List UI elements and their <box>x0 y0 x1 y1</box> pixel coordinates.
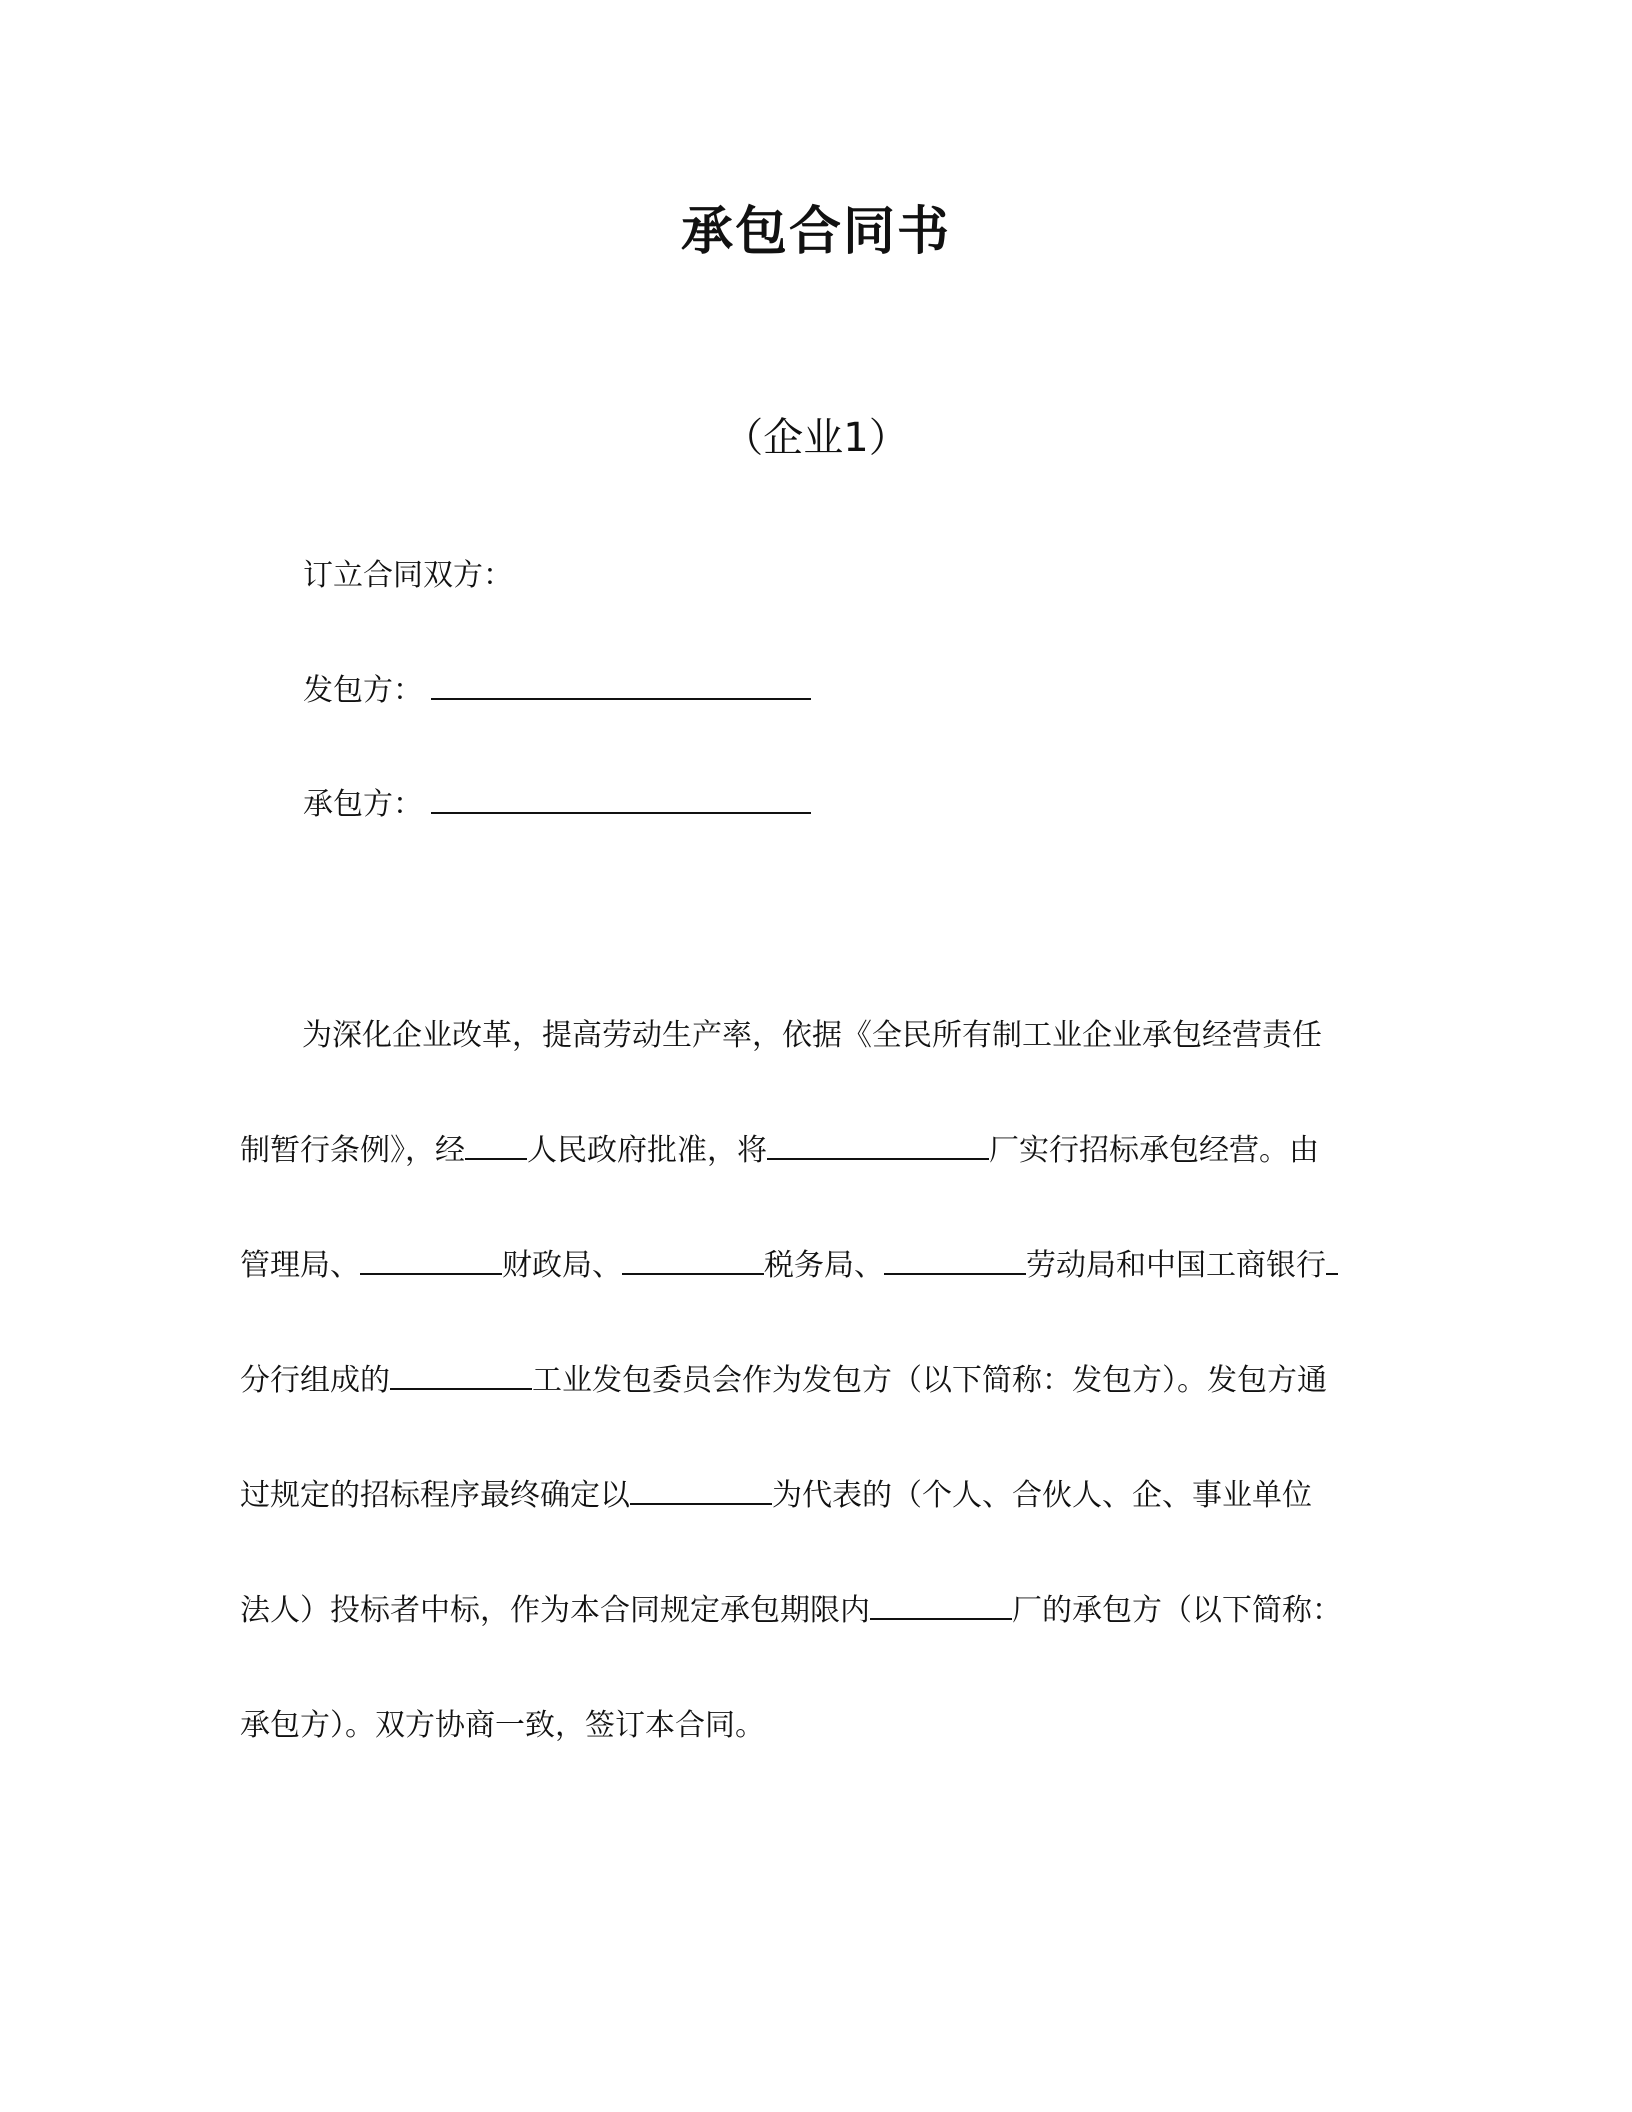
employer-blank[interactable] <box>431 668 811 700</box>
body-line <box>240 978 1390 1093</box>
contractor-field <box>303 782 811 827</box>
body-text-segment: 厂实行招标承包经营。由 <box>989 1133 1319 1168</box>
body-text-segment: 人民政府批准，将 <box>527 1133 767 1168</box>
tax-bureau-blank[interactable] <box>622 1243 764 1275</box>
body-line <box>240 1208 1390 1323</box>
body-line <box>240 1668 1390 1783</box>
body-text-segment: 工业发包委员会作为发包方（以下简称：发包方）。发包方通 <box>532 1363 1327 1398</box>
parties-heading <box>303 554 513 598</box>
document-subtitle: （企业1） <box>723 415 909 461</box>
body-text-segment: 制暂行条例》，经 <box>240 1133 465 1168</box>
finance-bureau-blank[interactable] <box>360 1243 502 1275</box>
contracted-factory-blank[interactable] <box>870 1588 1012 1620</box>
parties-heading-text: 订立合同双方： <box>303 558 513 593</box>
body-text-segment: 管理局、 <box>240 1248 360 1283</box>
committee-blank[interactable] <box>390 1358 532 1390</box>
contractor-blank[interactable] <box>431 782 811 814</box>
employer-label: 发包方： <box>303 673 423 708</box>
body-line <box>240 1553 1390 1668</box>
representative-blank[interactable] <box>630 1473 772 1505</box>
body-text-segment: 为深化企业改革，提高劳动生产率，依据《全民所有制工业企业承包经营责任 <box>302 1018 1322 1053</box>
contract-body <box>240 978 1390 1783</box>
document-title: 承包合同书 <box>680 202 951 262</box>
factory-blank[interactable] <box>767 1128 989 1160</box>
labor-bureau-blank[interactable] <box>884 1243 1026 1275</box>
body-line <box>240 1323 1390 1438</box>
body-line <box>240 1438 1390 1553</box>
body-text-segment: 厂的承包方（以下简称： <box>1012 1593 1342 1628</box>
bank-branch-blank[interactable] <box>1326 1243 1338 1275</box>
body-text-segment: 法人）投标者中标，作为本合同规定承包期限内 <box>240 1593 870 1628</box>
body-line <box>240 1093 1390 1208</box>
contractor-label: 承包方： <box>303 787 423 822</box>
body-text-segment: 税务局、 <box>764 1248 884 1283</box>
government-blank[interactable] <box>465 1128 527 1160</box>
body-text-segment: 分行组成的 <box>240 1363 390 1398</box>
body-text-segment: 为代表的（个人、合伙人、企、事业单位 <box>772 1478 1312 1513</box>
body-text-segment: 承包方）。双方协商一致，签订本合同。 <box>240 1708 765 1743</box>
body-text-segment: 劳动局和中国工商银行 <box>1026 1248 1326 1283</box>
body-text-segment: 财政局、 <box>502 1248 622 1283</box>
body-text-segment: 过规定的招标程序最终确定以 <box>240 1478 630 1513</box>
employer-field <box>303 668 811 713</box>
